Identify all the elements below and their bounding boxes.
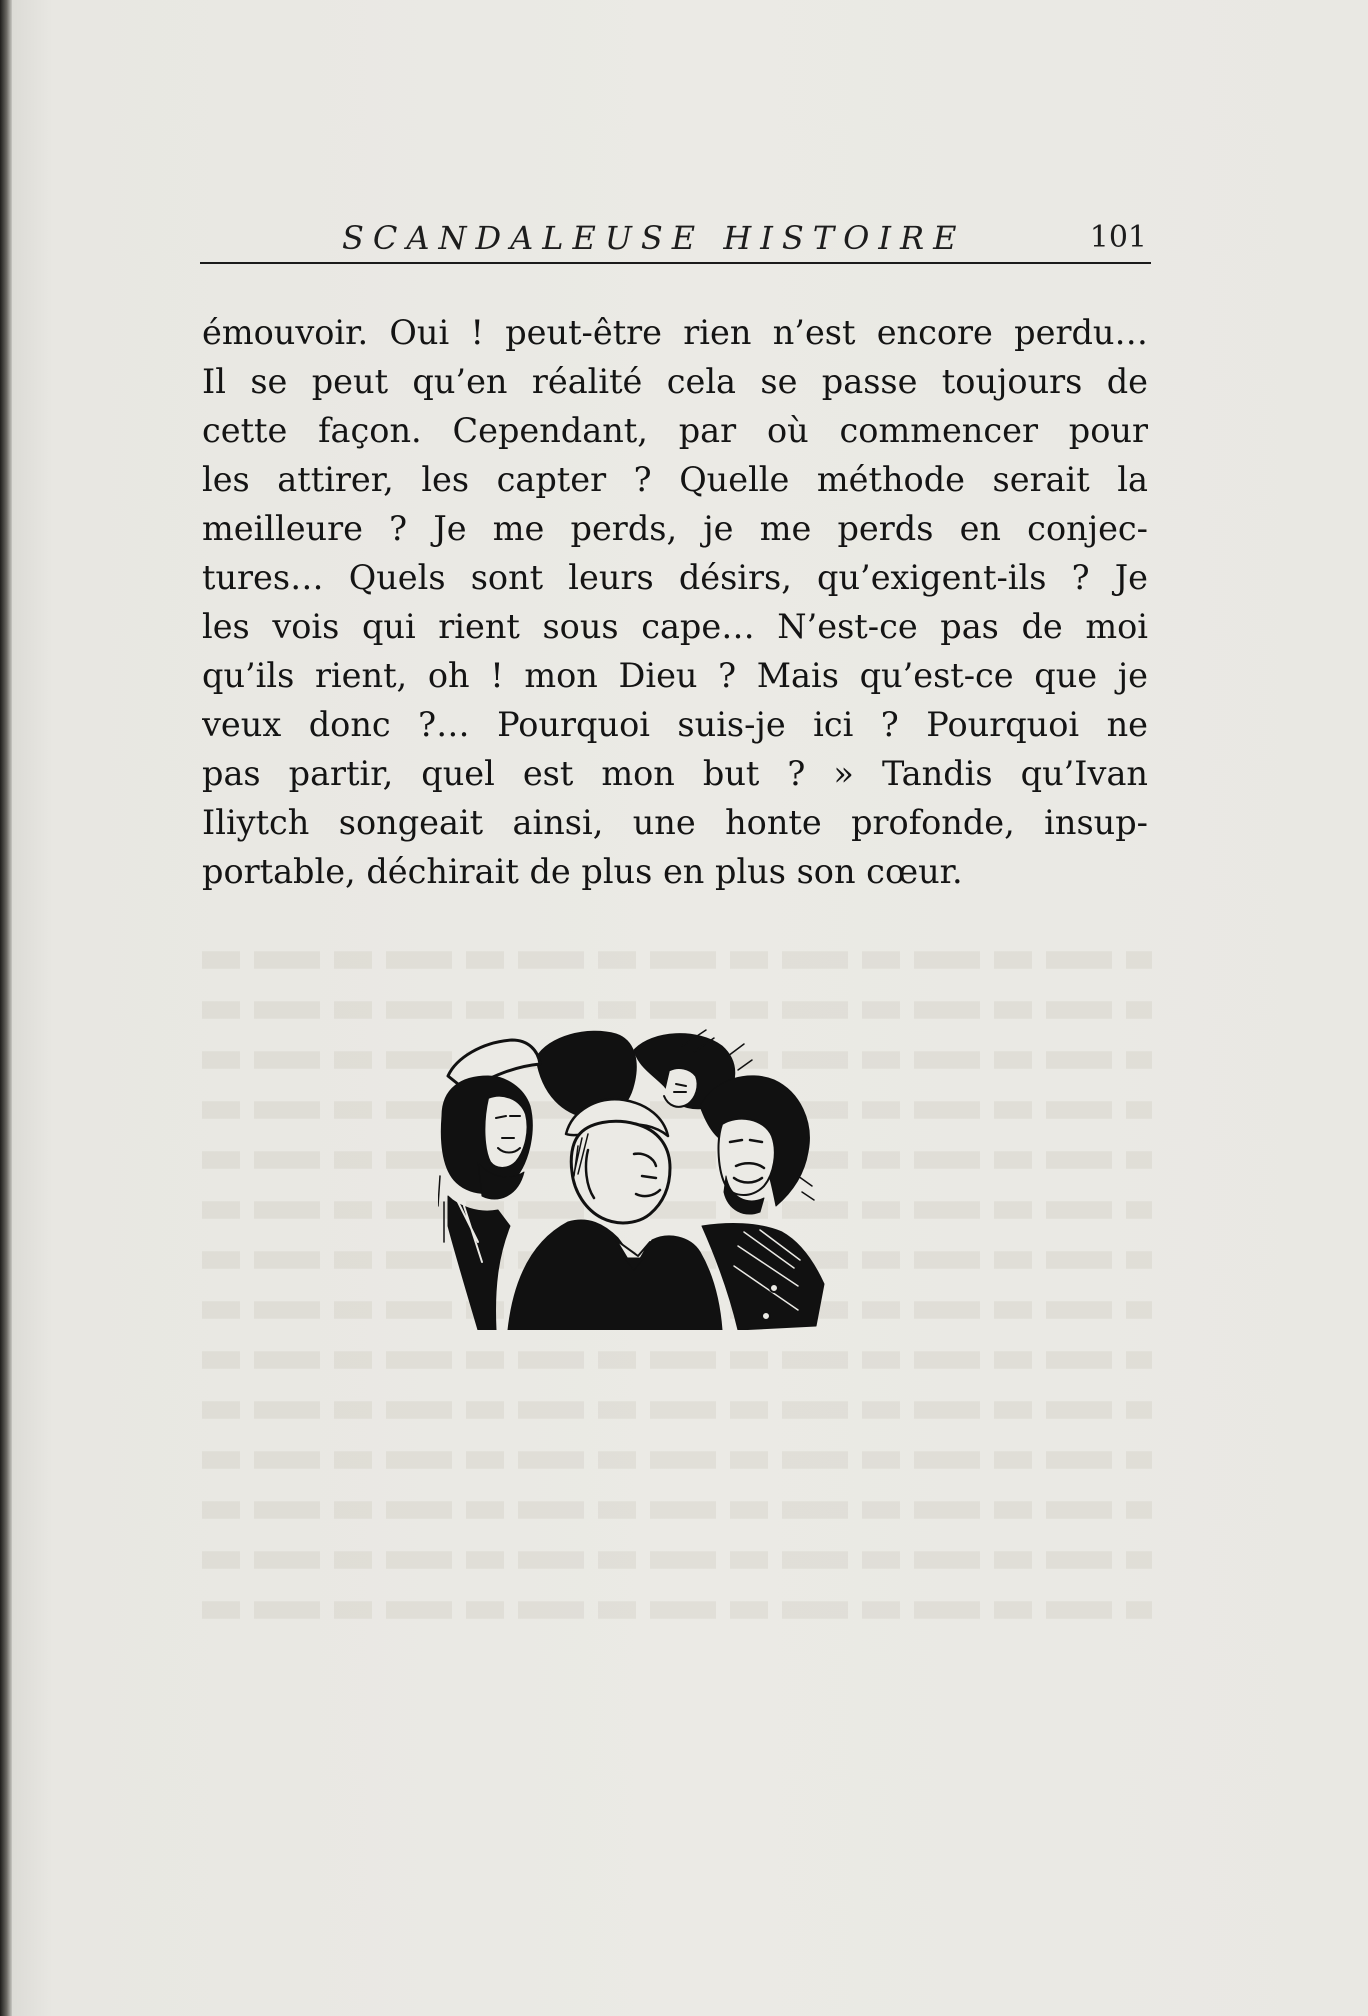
- text-line: meilleure ? Je me perds, je me perds en conjec-: [202, 509, 1148, 548]
- text-line: cette façon. Cependant, par où commencer pour: [202, 411, 1148, 450]
- body-paragraph: [202, 308, 1148, 896]
- book-gutter-edge: [0, 0, 12, 2016]
- text-line: les vois qui rient sous cape… N’est-ce pas de moi: [202, 607, 1148, 646]
- text-line: les attirer, les capter ? Quelle méthode serait la: [202, 460, 1148, 499]
- ink-illustration: [438, 1026, 900, 1330]
- text-line: émouvoir. Oui ! peut-être rien n’est encore perdu…: [202, 313, 1148, 352]
- text-line: tures… Quels sont leurs désirs, qu’exigent-ils ? Je: [202, 558, 1148, 597]
- coat-center: [508, 1220, 722, 1330]
- text-line: Il se peut qu’en réalité cela se passe toujours de: [202, 362, 1148, 401]
- coat-left: [448, 1196, 510, 1330]
- text-line: portable, déchirait de plus en plus son cœur.: [202, 852, 963, 891]
- running-header: [200, 218, 1151, 264]
- text-line: qu’ils rient, oh ! mon Dieu ? Mais qu’est-ce que je: [202, 656, 1148, 695]
- running-title: SCANDALEUSE HISTOIRE: [342, 219, 966, 257]
- page-number: 101: [1089, 220, 1147, 255]
- text-line: veux donc ?… Pourquoi suis-je ici ? Pourquoi ne: [202, 705, 1148, 744]
- book-page: [12, 0, 1368, 2016]
- text-line: Iliytch songeait ainsi, une honte profonde, insup-: [202, 803, 1148, 842]
- text-line: pas partir, quel est mon but ? » Tandis qu’Ivan: [202, 754, 1148, 793]
